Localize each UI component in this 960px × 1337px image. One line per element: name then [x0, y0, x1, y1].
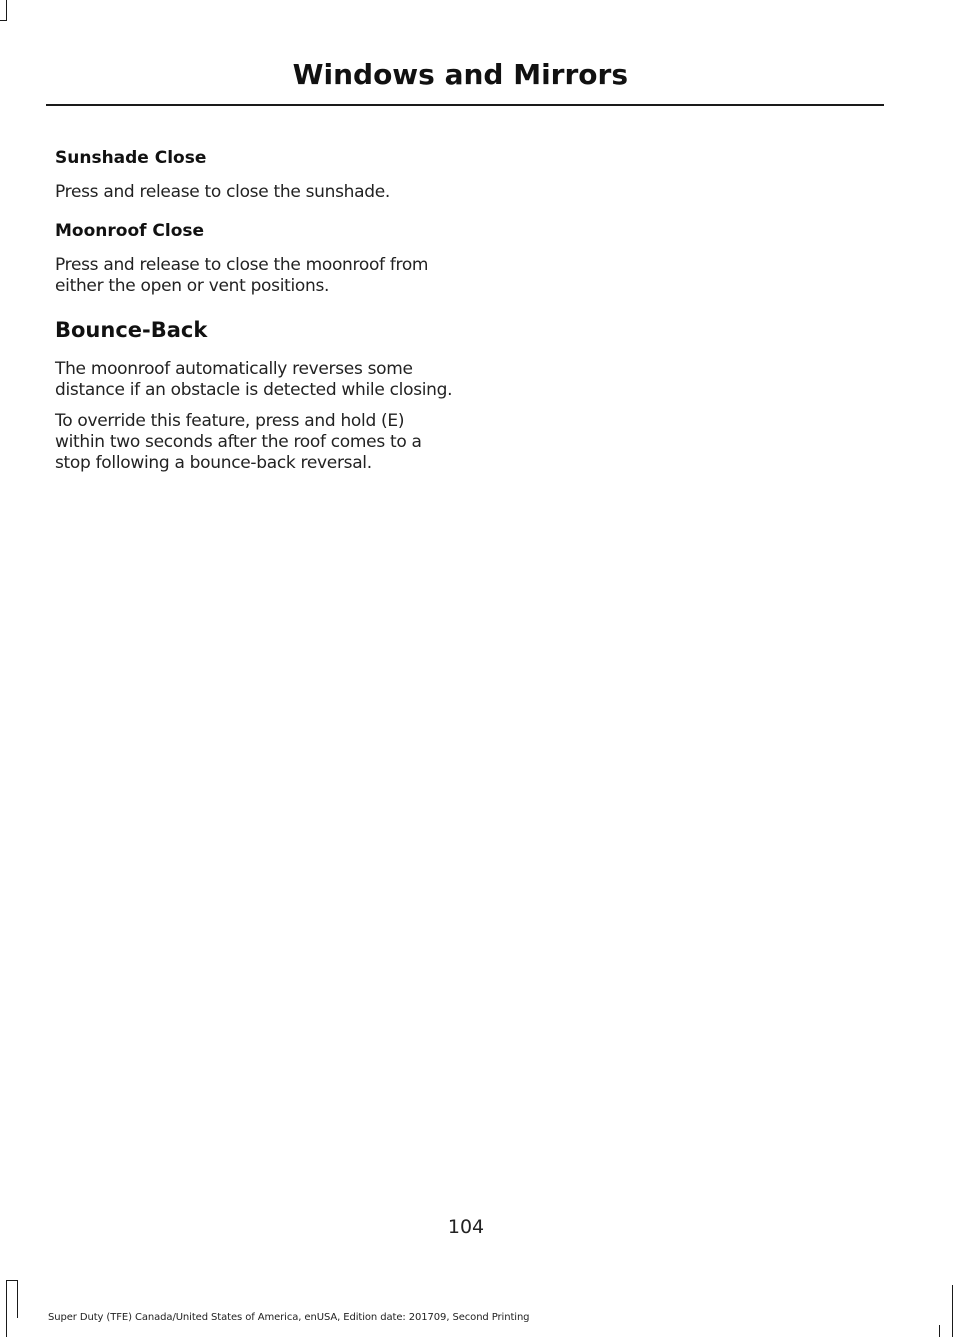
crop-mark-bottom-right-edge: [952, 1285, 953, 1337]
section-paragraph: Press and release to close the moonroof from either the open or vent positions.: [55, 255, 429, 296]
section-moonroof-close: [55, 219, 455, 297]
header-rule: [46, 104, 884, 106]
crop-mark-bottom-right: [939, 1325, 940, 1337]
main-content: [55, 146, 455, 474]
section-paragraph: To override this feature, press and hold (E) within two seconds after the roof comes to a stop following a bounce-back reversal.: [55, 411, 422, 473]
crop-mark-bottom-left-inner: [17, 1280, 18, 1318]
section-bounce-back: [55, 316, 455, 474]
page-title: Windows and Mirrors: [292, 58, 628, 91]
section-sunshade-close: [55, 146, 455, 203]
footer-edition-text: Super Duty (TFE) Canada/United States of America, enUSA, Edition date: 201709, Second Printing: [48, 1312, 530, 1323]
section-paragraph: Press and release to close the sunshade.: [55, 182, 390, 202]
crop-mark-top-left-vertical: [6, 0, 7, 20]
section-heading: Sunshade Close: [55, 148, 207, 168]
section-heading: Bounce-Back: [55, 318, 208, 342]
section-heading: Moonroof Close: [55, 221, 205, 241]
crop-mark-top-left-horizontal: [0, 20, 7, 21]
crop-mark-bottom-left-vertical: [6, 1280, 7, 1337]
page-number: 104: [447, 1216, 485, 1238]
section-paragraph: The moonroof automatically reverses some distance if an obstacle is detected while closing.: [55, 359, 453, 400]
